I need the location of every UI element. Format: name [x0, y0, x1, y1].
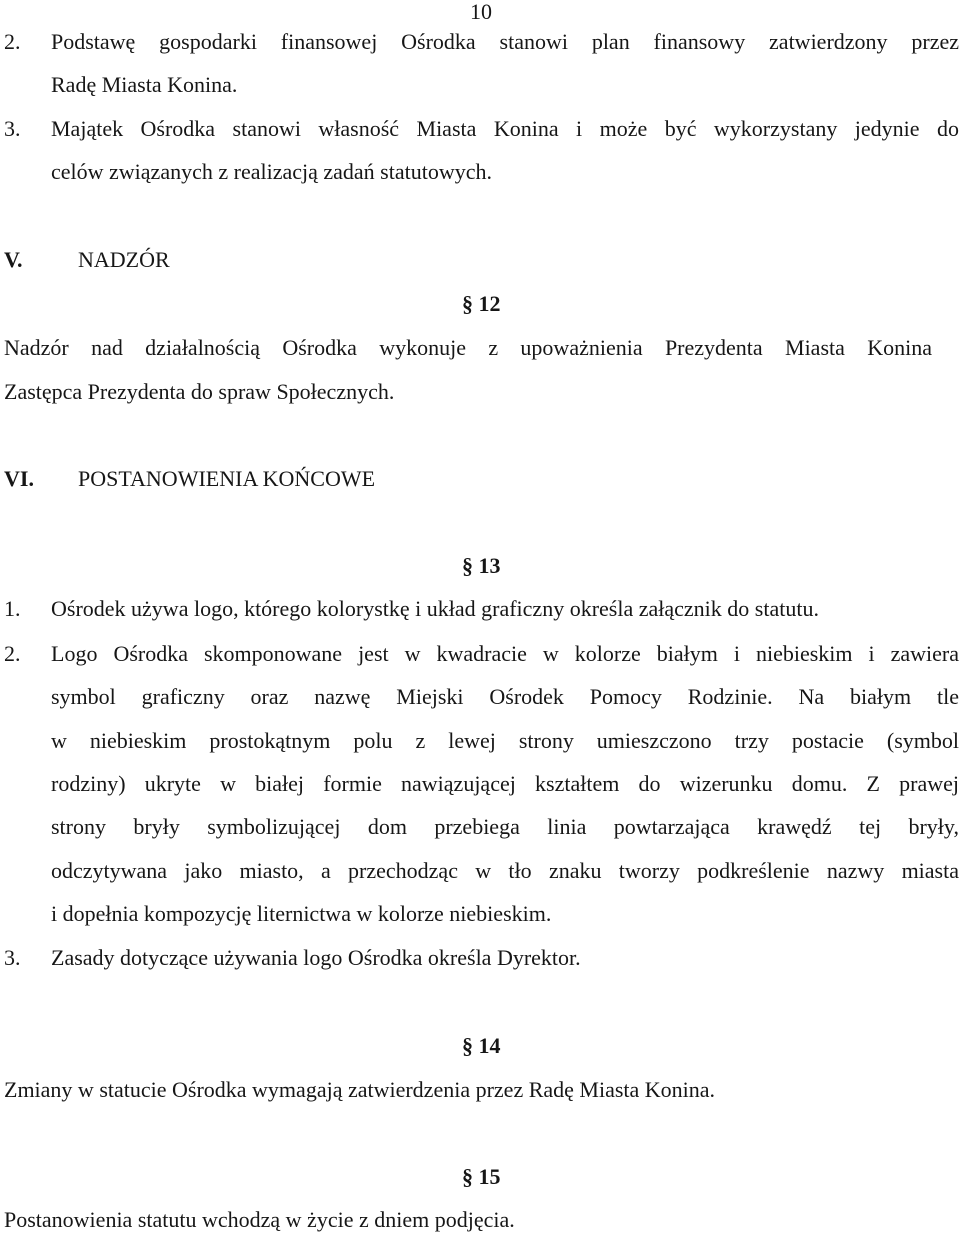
section-title: POSTANOWIENIA KOŃCOWE: [78, 466, 376, 491]
list-item-text: Radę Miasta Konina.: [51, 72, 238, 97]
paragraph-sign-15: § 15: [462, 1164, 501, 1189]
list-item-number: 2.: [4, 29, 21, 54]
paragraph-text: Zmiany w statucie Ośrodka wymagają zatwierdzenia przez Radę Miasta Konina.: [4, 1077, 716, 1102]
list-item-number: 2.: [4, 641, 21, 666]
paragraph-text: Nadzór nad działalnością Ośrodka wykonuje z upoważnienia Prezydenta Miasta Konina: [4, 335, 932, 360]
paragraph-text: Postanowienia statutu wchodzą w życie z dniem podjęcia.: [4, 1207, 515, 1232]
list-item-text: symbol graficzny oraz nazwę Miejski Ośrodek Pomocy Rodzinie. Na białym tle: [51, 684, 959, 709]
list-item-text: rodziny) ukryte w białej formie nawiązującej kształtem do wizerunku domu. Z prawej: [51, 771, 959, 796]
list-item-text: Majątek Ośrodka stanowi własność Miasta Konina i może być wykorzystany jedynie do: [51, 116, 959, 141]
list-item-number: 3.: [4, 116, 21, 141]
paragraph-text: Zastępca Prezydenta do spraw Społecznych.: [4, 379, 395, 404]
list-item-text: Logo Ośrodka skomponowane jest w kwadracie w kolorze białym i niebieskim i zawiera: [51, 641, 959, 666]
list-item-text: w niebieskim prostokątnym polu z lewej strony umieszczono trzy postacie (symbol: [51, 728, 959, 753]
section-roman-numeral: VI.: [4, 466, 34, 491]
section-roman-numeral: V.: [4, 247, 23, 272]
list-item-text: Zasady dotyczące używania logo Ośrodka określa Dyrektor.: [51, 945, 581, 970]
paragraph-sign-12: § 12: [462, 291, 501, 316]
list-item-text: strony bryły symbolizującej dom przebiega linia powtarzająca krawędź tej bryły,: [51, 814, 959, 839]
page-number: 10: [470, 0, 492, 24]
list-item-text: celów związanych z realizacją zadań statutowych.: [51, 159, 492, 184]
paragraph-sign-13: § 13: [462, 553, 501, 578]
section-title: NADZÓR: [78, 247, 170, 272]
list-item-number: 3.: [4, 945, 21, 970]
paragraph-sign-14: § 14: [462, 1033, 501, 1058]
list-item-text: i dopełnia kompozycję liternictwa w kolorze niebieskim.: [51, 901, 552, 926]
list-item-number: 1.: [4, 596, 21, 621]
list-item-text: odczytywana jako miasto, a przechodząc w tło znaku tworzy podkreślenie nazwy miasta: [51, 858, 959, 883]
list-item-text: Podstawę gospodarki finansowej Ośrodka stanowi plan finansowy zatwierdzony przez: [51, 29, 959, 54]
list-item-text: Ośrodek używa logo, którego kolorystkę i układ graficzny określa załącznik do statutu.: [51, 596, 819, 621]
